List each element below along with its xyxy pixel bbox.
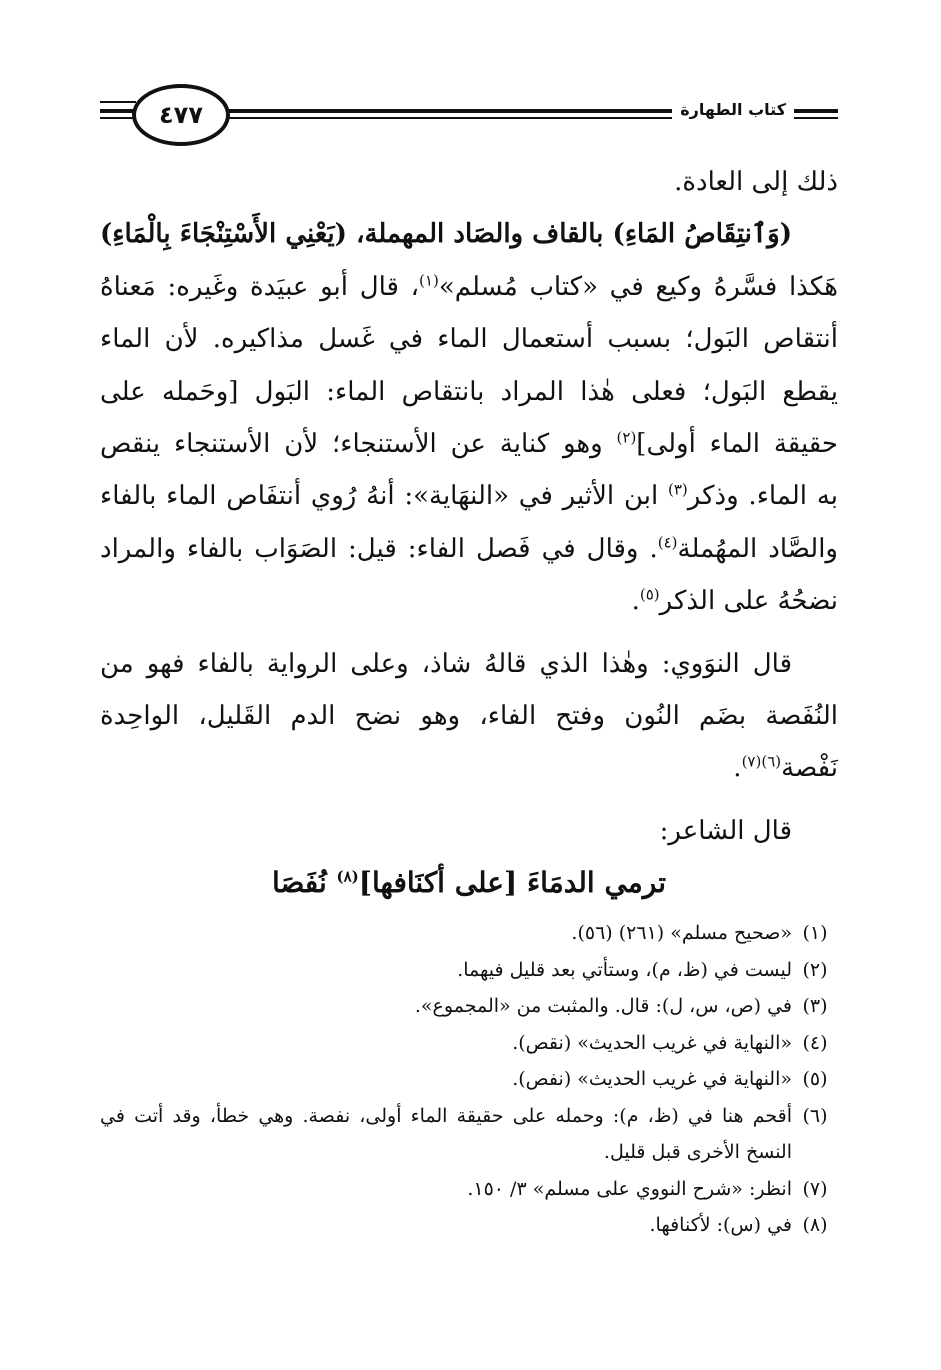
footnote-ref: (٢) [616,428,637,447]
running-title: كتاب الطهارة [672,100,794,119]
text-line: نضحُهُ على الذكر$^{(٥)}$. [631,585,838,617]
verse-line: ترمي الدمَاءَ [على أكنَافها]$^{(٨)}$ نُفَصَا [271,866,667,900]
footnotes [100,915,838,1244]
page-header [100,78,838,148]
text-line: نَفْصة$^{(٦)(٧)}$. [733,752,838,784]
page-number-badge [132,84,230,146]
footnote: (٦) أقحم هنا في (ظ، م): وحمله على حقيقة الماء أولى، نفصة. وهي خطأ، وقد أتت في النسخ الأخرى قبل قليل. [100,1104,828,1163]
footnote: (٥) «النهاية في غريب الحديث» (نفص). [512,1068,828,1090]
text-line: يقطع البَول؛ فعلى هٰذا المراد بانتقاص الماء: البَول [وحَمله على [100,376,838,407]
header-rule [100,101,136,103]
poet-intro: قال الشاعر: [659,815,792,846]
footnote: (٢) ليست في (ظ، م)، وستأتي بعد قليل فيهما. [457,958,828,981]
text-line: هَكذا فسَّرهُ وكيع في «كتاب مُسلم»$^{(١)}$، قال أبو عبيَدة وغَيره: مَعناهُ [100,271,838,302]
footnote-ref: (٦)(٧) [741,752,782,771]
footnote-ref: (٥) [639,585,660,604]
footnote: (٧) انظر: «شرح النووي على مسلم» ٣/ ١٥٠. [467,1177,828,1200]
text-line: ذلك إلى العادة. [674,167,838,197]
text-line: والصَّاد المهُملة$^{(٤)}$. وقال في فَصل الفاء: قيل: الصَوَاب بالفاء والمراد [100,533,838,564]
text-line: النُفَصة بضَم النُون وفتح الفاء، وهو نضح الدم القَليل، الواحِدة [100,700,838,731]
text-line: به الماء. وذكر$^{(٣)}$ ابن الأثير في «النهَاية»: أنهُ رُوي أنتفَاص الماء بالفاء [100,480,838,512]
text-line: حقيقة الماء أولى]$^{(٢)}$ وهو كناية عن الأستنجاء؛ لأن الأستنجاء ينقص [100,428,838,459]
text-line: قال النوَوي: وهٰذا الذي قالهُ شاذ، وعلى الرواية بالفاء فهو من [100,648,792,679]
footnote-ref: (١) [419,271,439,290]
footnote: (٤) «النهاية في غريب الحديث» (نقص). [512,1031,828,1054]
footnote-ref: (٨) [336,867,359,886]
main-text [100,156,838,909]
text-line: أنتقاص البَول؛ بسبب أستعمال الماء في غَسل مذاكيره. لأن الماء [100,324,838,355]
text-line: (وَٱنتِقَاصُ المَاءِ) بالقاف والصَاد المهملة، (يَعْنِي الأَسْتِنْجَاءَ بِالْمَاءِ) [100,219,792,250]
footnote: (٨) في (س): لأكنافها. [649,1214,828,1236]
footnote-ref: (٤) [657,533,678,552]
footnote: (١) «صحيح مسلم» (٢٦١) (٥٦). [571,922,828,944]
footnote: (٣) في (ص، س، ل): قال. والمثبت من «المجموع». [414,995,828,1017]
footnote-ref: (٣) [668,480,688,499]
page-number: ٤٧٧ [159,101,203,129]
